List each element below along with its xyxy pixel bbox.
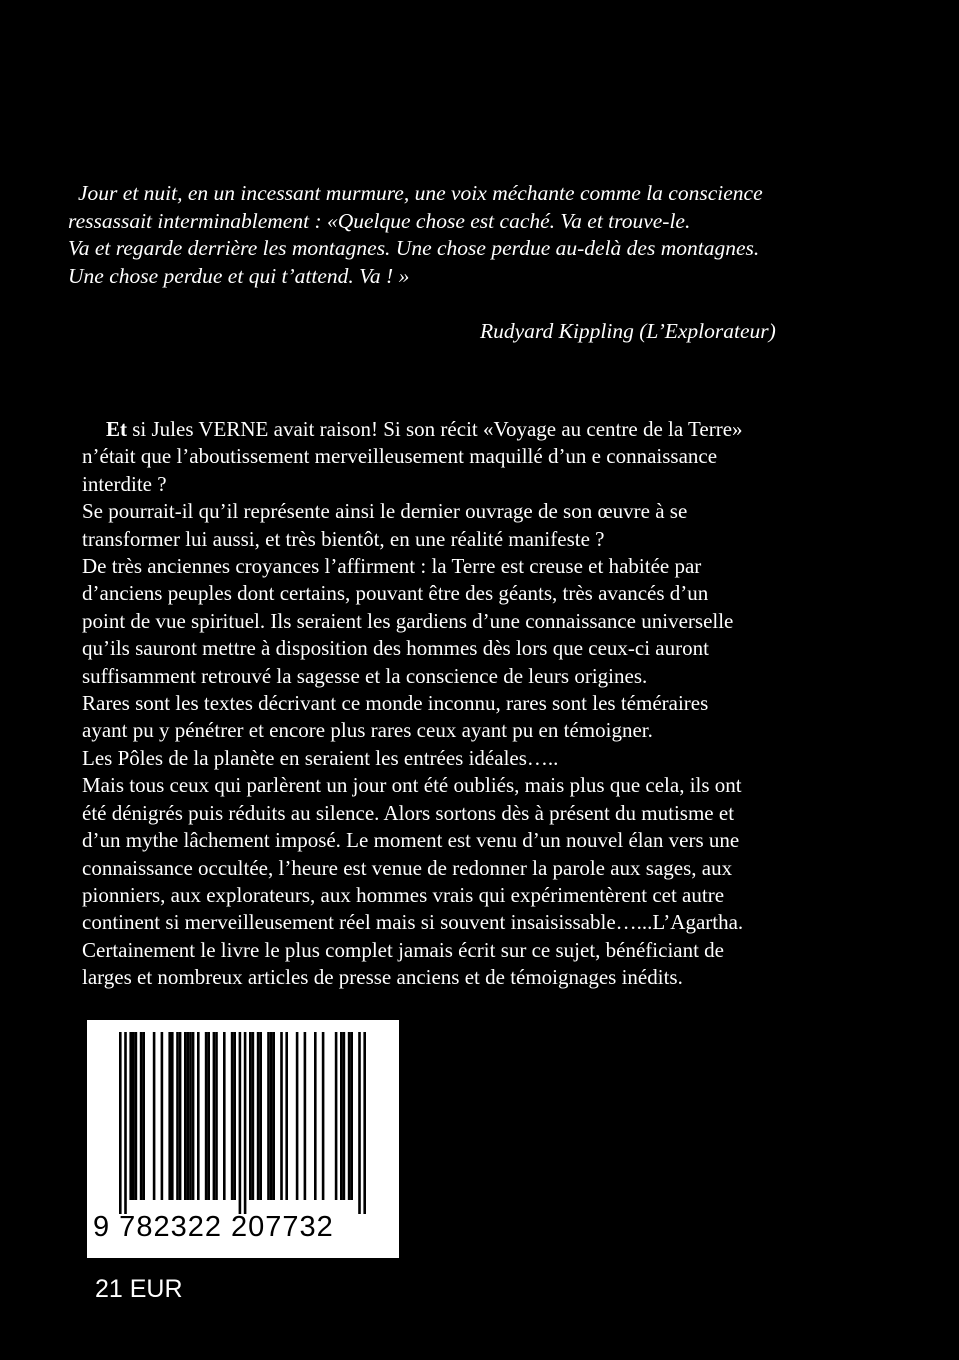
price-label: 21 EUR — [95, 1275, 183, 1303]
barcode-bar — [252, 1032, 255, 1200]
blurb-line: d’anciens peuples dont certains, pouvant être des géants, très avancés d’un — [82, 581, 709, 606]
epigraph-line: ressassait interminablement : «Quelque chose est caché. Va et trouve-le. — [68, 208, 691, 233]
barcode-bar — [304, 1032, 307, 1200]
isbn-barcode — [87, 1020, 399, 1258]
barcode-bar — [259, 1032, 262, 1200]
barcode-bar — [296, 1032, 299, 1200]
back-cover-blurb — [82, 416, 882, 992]
barcode-bar — [348, 1032, 351, 1200]
blurb-line: d’un mythe lâchement imposé. Le moment est venu d’un nouvel élan vers une — [82, 828, 740, 853]
blurb-line: Certainement le livre le plus complet jamais écrit sur ce sujet, bénéficiant de — [82, 937, 725, 962]
barcode-bar — [267, 1032, 270, 1200]
barcode-bar — [189, 1032, 192, 1200]
blurb-line: Les Pôles de la planète en seraient les entrées idéales….. — [82, 745, 559, 770]
barcode-bar — [187, 1032, 190, 1200]
blurb-line: De très anciennes croyances l’affirment : la Terre est creuse et habitée par — [82, 554, 702, 579]
blurb-line: n’était que l’aboutissement merveilleusement maquillé d’un e connaissance — [82, 444, 718, 469]
barcode-bar — [129, 1032, 132, 1200]
barcode-bar — [314, 1032, 317, 1200]
barcode-bar — [207, 1032, 210, 1200]
barcode-bar — [153, 1032, 156, 1200]
barcode-bar — [171, 1032, 174, 1200]
epigraph-line: Jour et nuit, en un incessant murmure, une voix méchante comme la conscience — [78, 181, 763, 205]
epigraph-quote — [68, 180, 888, 290]
barcode-bar — [244, 1032, 247, 1214]
barcode-bar — [161, 1032, 164, 1200]
blurb-lead-word: Et — [106, 417, 127, 441]
barcode-bar — [285, 1032, 288, 1200]
barcode-bar — [350, 1032, 353, 1200]
barcode-bar — [363, 1032, 366, 1214]
barcode-bar — [215, 1032, 218, 1200]
barcode-bar — [142, 1032, 145, 1200]
blurb-line: point de vue spirituel. Ils seraient les gardiens d’une connaissance universelle — [82, 608, 734, 633]
barcode-digits: 9 782322 207732 — [93, 1211, 334, 1243]
barcode-bar — [223, 1032, 226, 1200]
barcode-bar — [168, 1032, 171, 1200]
barcode-bar — [249, 1032, 252, 1200]
blurb-line: Mais tous ceux qui parlèrent un jour ont été oubliés, mais plus que cela, ils ont — [82, 773, 742, 798]
barcode-bar — [184, 1032, 187, 1200]
barcode-bar — [358, 1032, 361, 1214]
blurb-line: ayant pu y pénétrer et encore plus rares ceux ayant pu en témoigner. — [82, 718, 653, 743]
barcode-bar — [124, 1032, 127, 1214]
barcode-bar — [176, 1032, 179, 1200]
blurb-line: transformer lui aussi, et très bientôt, en une réalité manifeste ? — [82, 526, 605, 551]
blurb-line: larges et nombreux articles de presse anciens et de témoignages inédits. — [82, 965, 683, 990]
barcode-bar — [322, 1032, 325, 1200]
barcode-bar — [140, 1032, 143, 1200]
blurb-line: qu’ils sauront mettre à disposition des hommes dès lors que ceux-ci auront — [82, 636, 709, 661]
barcode-bar — [132, 1032, 135, 1200]
barcode-bar — [205, 1032, 208, 1200]
blurb-line: connaissance occultée, l’heure est venue de redonner la parole aux sages, aux — [82, 855, 733, 880]
blurb-line — [82, 416, 882, 443]
blurb-line: Se pourrait-il qu’il représente ainsi le dernier ouvrage de son œuvre à se — [82, 499, 688, 524]
barcode-bar — [257, 1032, 260, 1200]
barcode-bar — [192, 1032, 195, 1200]
blurb-line: pionniers, aux explorateurs, aux hommes vrais qui expérimentèrent cet autre — [82, 882, 725, 907]
barcode-bar — [272, 1032, 275, 1200]
barcode-bar — [135, 1032, 138, 1200]
barcode-bar — [179, 1032, 182, 1200]
barcode-bar — [213, 1032, 216, 1200]
epigraph-line: Va et regarde derrière les montagnes. Une chose perdue au-delà des montagnes. — [68, 236, 760, 260]
barcode-bar — [119, 1032, 122, 1214]
blurb-line-text: si Jules VERNE avait raison! Si son récit «Voyage au centre de la Terre» — [127, 417, 743, 441]
barcode-bar — [335, 1032, 338, 1200]
barcode-bar — [270, 1032, 273, 1200]
barcode-bar — [197, 1032, 200, 1200]
epigraph-attribution: Rudyard Kippling (L’Explorateur) — [480, 319, 776, 343]
epigraph-line: Une chose perdue et qui t’attend. Va ! » — [68, 263, 410, 288]
barcode-bar — [233, 1032, 236, 1200]
blurb-line: suffisamment retrouvé la sagesse et la conscience de leurs origines. — [82, 663, 648, 688]
barcode-bar — [280, 1032, 283, 1200]
blurb-line: été dénigrés puis réduits au silence. Alors sortons dès à présent du mutisme et — [82, 800, 735, 825]
blurb-line: interdite ? — [82, 471, 167, 496]
barcode-bar — [340, 1032, 343, 1200]
barcode-bar — [343, 1032, 346, 1200]
blurb-line: continent si merveilleusement réel mais si souvent insaisissable…...L’Agartha. — [82, 910, 744, 935]
blurb-line: Rares sont les textes décrivant ce monde inconnu, rares sont les téméraires — [82, 691, 709, 716]
barcode-bar — [231, 1032, 234, 1200]
barcode-bar — [239, 1032, 242, 1214]
